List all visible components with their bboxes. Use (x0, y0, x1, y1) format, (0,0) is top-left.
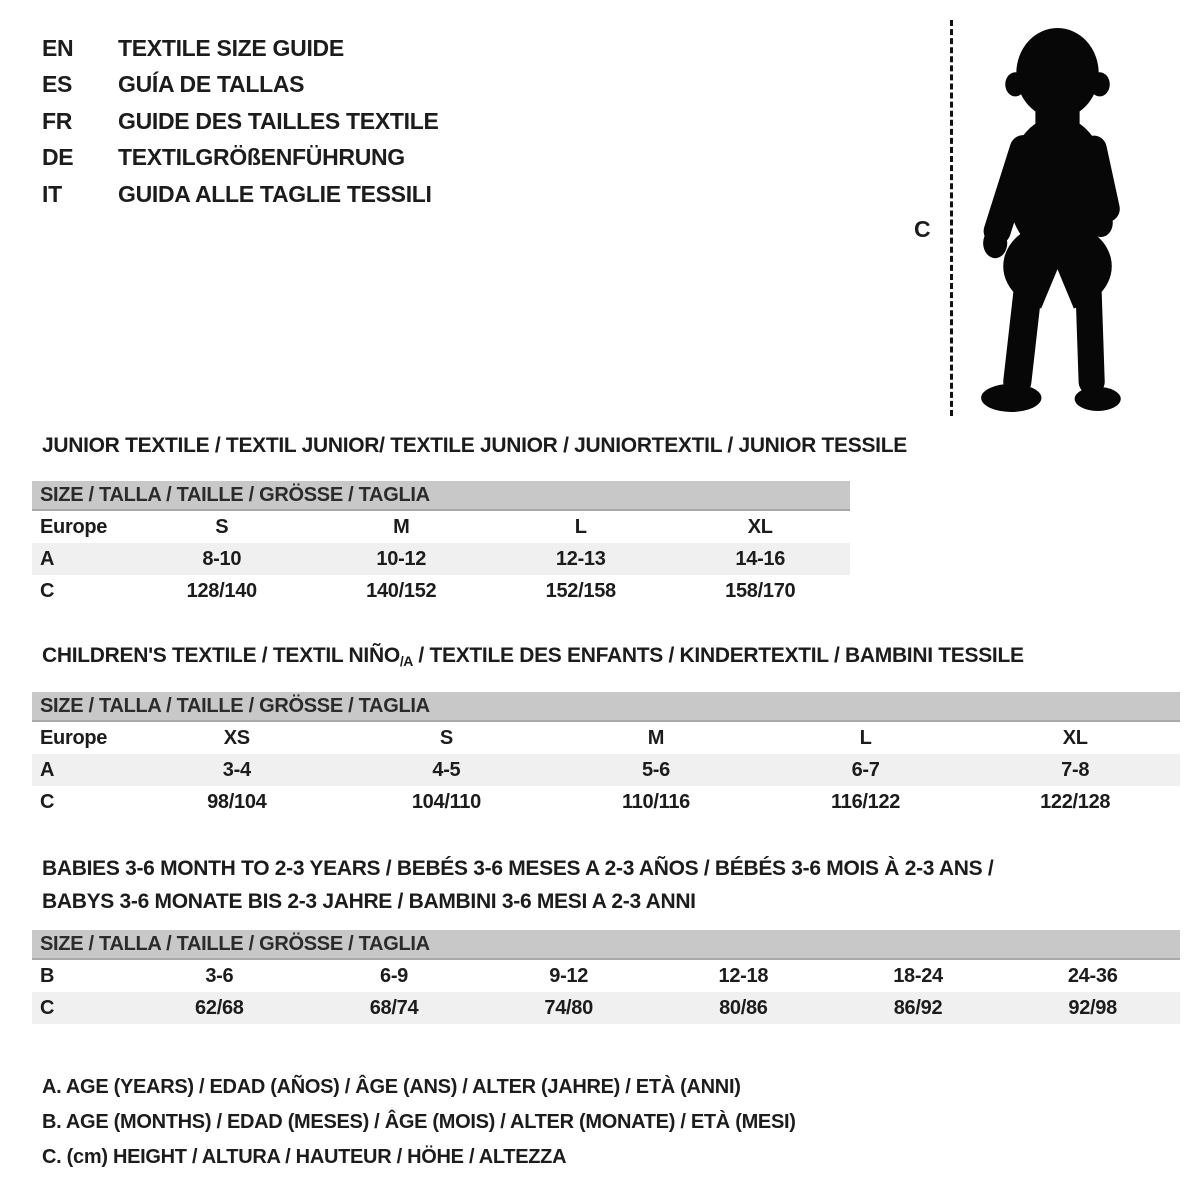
row-label: C (40, 996, 55, 1019)
table-cell: 4-5 (432, 758, 461, 781)
language-code: IT (42, 180, 62, 207)
table-cell: XL (747, 515, 773, 538)
table-cell: 140/152 (366, 579, 437, 602)
legend-age-years: A. AGE (YEARS) / EDAD (AÑOS) / ÂGE (ANS) / ALTER (JAHRE) / ETÀ (ANNI) (42, 1076, 741, 1098)
table-cell: 9-12 (549, 964, 589, 987)
table-row (32, 575, 850, 607)
table-row (32, 786, 1180, 818)
toddler-silhouette-icon (966, 18, 1148, 420)
table-row (32, 511, 850, 543)
table-cell: 24-36 (1067, 964, 1118, 987)
language-title-list (42, 30, 439, 213)
language-code: DE (42, 144, 74, 171)
table-cell: 12-18 (718, 964, 769, 987)
table-cell: 8-10 (202, 547, 242, 570)
table-cell: XL (1062, 726, 1088, 749)
table-cell: 92/98 (1068, 996, 1117, 1019)
guide-title-it: GUIDA ALLE TAGLIE TESSILI (118, 180, 432, 207)
section-junior (32, 433, 1180, 607)
table-cell: 14-16 (735, 547, 786, 570)
row-label: A (40, 547, 55, 570)
guide-title-en: TEXTILE SIZE GUIDE (118, 34, 344, 61)
section-babies (32, 852, 1180, 1024)
row-label: C (40, 790, 55, 813)
language-row-en (42, 30, 439, 67)
table-cell: 74/80 (544, 996, 593, 1019)
table-row (32, 992, 1180, 1024)
table-cell: XS (223, 726, 250, 749)
table-cell: L (574, 515, 587, 538)
language-row-it (42, 176, 439, 213)
row-label: A (40, 758, 55, 781)
table-cell: M (647, 726, 665, 749)
header-block (0, 0, 1200, 433)
guide-title-es: GUÍA DE TALLAS (118, 71, 305, 98)
table-cell: 110/116 (621, 790, 690, 813)
babies-table-rows (32, 960, 1180, 1024)
table-cell: 98/104 (207, 790, 267, 813)
language-code: ES (42, 71, 73, 98)
table-cell: S (439, 726, 453, 749)
table-cell: 7-8 (1061, 758, 1090, 781)
table-cell: S (215, 515, 229, 538)
table-cell: L (859, 726, 872, 749)
table-cell: 3-6 (205, 964, 234, 987)
table-cell: 5-6 (641, 758, 670, 781)
table-cell: 68/74 (369, 996, 419, 1019)
table-cell: 158/170 (725, 579, 796, 602)
table-cell: 6-7 (851, 758, 880, 781)
measurement-legend (42, 1070, 1200, 1175)
row-label: B (40, 964, 55, 987)
guide-title-fr: GUIDE DES TAILLES TEXTILE (118, 107, 439, 134)
table-cell: 116/122 (831, 790, 901, 813)
table-cell: 10-12 (376, 547, 427, 570)
babies-section-heading-line2: BABYS 3-6 MONATE BIS 2-3 JAHRE / BAMBINI 3-6 MESI A 2-3 ANNI (42, 890, 696, 913)
babies-size-table (32, 930, 1180, 1024)
table-row (32, 754, 1180, 786)
children-heading-subscript: /A (399, 653, 413, 669)
table-cell: 86/92 (893, 996, 943, 1019)
table-cell: 122/128 (1040, 790, 1111, 813)
size-table-header: SIZE / TALLA / TAILLE / GRÖSSE / TAGLIA (32, 692, 1180, 722)
table-cell: 80/86 (719, 996, 768, 1019)
section-children (32, 643, 1180, 818)
junior-section-heading: JUNIOR TEXTILE / TEXTIL JUNIOR/ TEXTILE JUNIOR / JUNIORTEXTIL / JUNIOR TESSILE (42, 434, 907, 457)
language-row-de (42, 140, 439, 177)
legend-height-cm: C. (cm) HEIGHT / ALTURA / HAUTEUR / HÖHE / ALTEZZA (42, 1146, 567, 1168)
table-cell: 3-4 (222, 758, 251, 781)
table-row (32, 543, 850, 575)
table-cell: 12-13 (555, 547, 606, 570)
table-cell: 62/68 (195, 996, 244, 1019)
children-section-heading (42, 643, 1180, 670)
language-row-fr (42, 103, 439, 140)
junior-table-rows (32, 511, 850, 607)
junior-size-table (32, 481, 850, 607)
table-row (32, 960, 1180, 992)
row-label: Europe (40, 726, 108, 749)
table-cell: 152/158 (545, 579, 616, 602)
guide-title-de: TEXTILGRÖßENFÜHRUNG (118, 144, 405, 171)
table-cell: 104/110 (411, 790, 481, 813)
children-table-rows (32, 722, 1180, 818)
table-cell: M (393, 515, 410, 538)
language-code: EN (42, 34, 74, 61)
children-heading-post: / TEXTILE DES ENFANTS / KINDERTEXTIL / BAMBINI TESSILE (412, 644, 1024, 667)
language-code: FR (42, 107, 73, 134)
table-cell: 128/140 (186, 579, 257, 602)
height-measure-figure (912, 18, 1168, 424)
row-label: Europe (40, 515, 108, 538)
table-row (32, 722, 1180, 754)
height-measure-dashed-line (950, 20, 953, 416)
language-row-es (42, 67, 439, 104)
row-label: C (40, 579, 55, 602)
table-cell: 18-24 (893, 964, 943, 987)
legend-age-months: B. AGE (MONTHS) / EDAD (MESES) / ÂGE (MOIS) / ALTER (MONATE) / ETÀ (MESI) (42, 1111, 796, 1133)
babies-section-heading-line1: BABIES 3-6 MONTH TO 2-3 YEARS / BEBÉS 3-6 MESES A 2-3 AÑOS / BÉBÉS 3-6 MOIS À 2-3 ANS / (42, 857, 994, 880)
table-cell: 6-9 (380, 964, 409, 987)
children-size-table (32, 692, 1180, 818)
c-height-label: C (914, 216, 931, 242)
size-table-header: SIZE / TALLA / TAILLE / GRÖSSE / TAGLIA (32, 930, 1180, 960)
size-table-header: SIZE / TALLA / TAILLE / GRÖSSE / TAGLIA (32, 481, 850, 511)
children-heading-pre: CHILDREN'S TEXTILE / TEXTIL NIÑO (42, 644, 400, 667)
